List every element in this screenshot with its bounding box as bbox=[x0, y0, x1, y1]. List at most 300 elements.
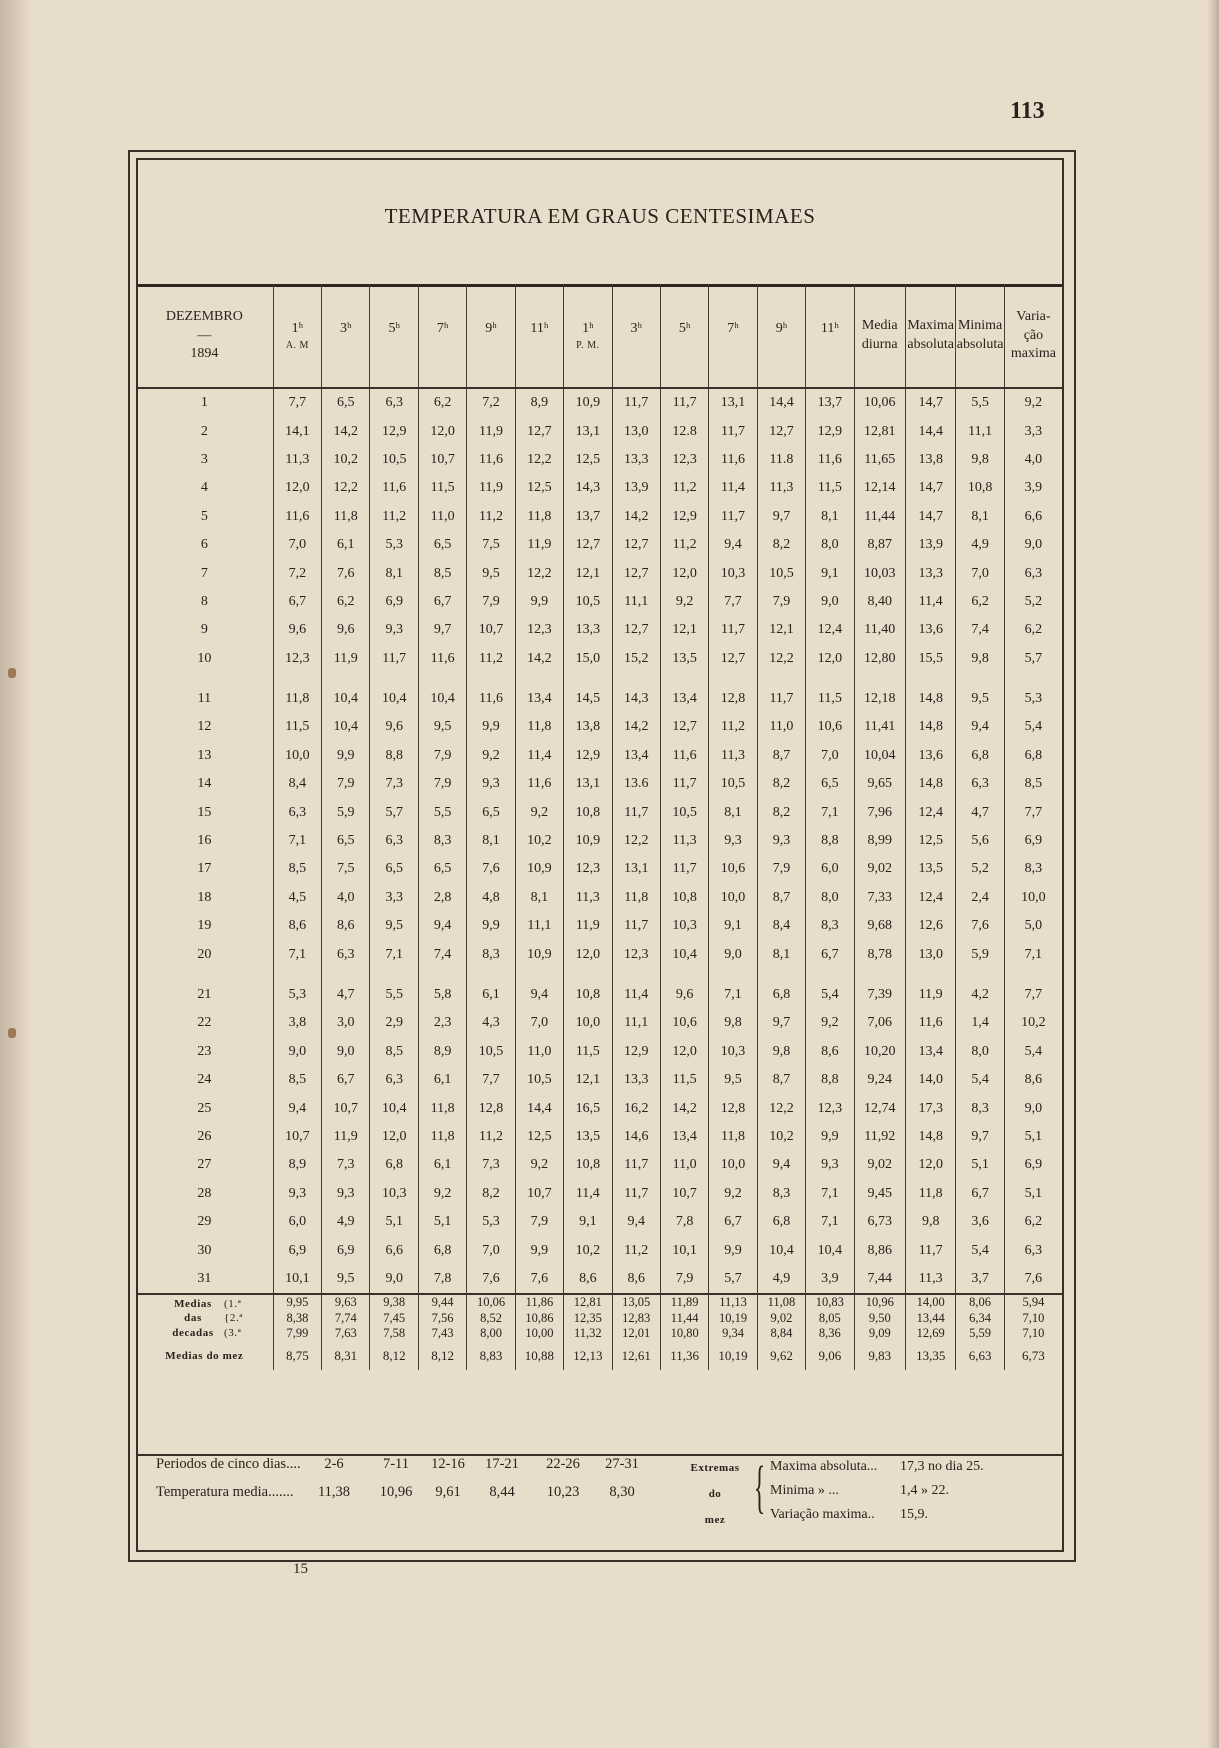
maxima-absoluta-header: Maxima absoluta bbox=[905, 285, 955, 388]
temperature-cell: 5,4 bbox=[806, 981, 854, 1009]
temperature-cell: 12,1 bbox=[564, 1066, 612, 1094]
temperature-cell: 10,9 bbox=[515, 940, 563, 968]
temperature-cell: 4,2 bbox=[956, 981, 1004, 1009]
temperature-cell: 5,1 bbox=[418, 1208, 466, 1236]
temperature-cell: 9,5 bbox=[322, 1265, 370, 1294]
temperature-cell: 5,4 bbox=[956, 1066, 1004, 1094]
temperature-cell: 7,7 bbox=[273, 388, 321, 417]
decade-gap bbox=[136, 673, 1062, 685]
gap-cell bbox=[322, 673, 370, 685]
temperature-cell: 4,8 bbox=[467, 884, 515, 912]
temperature-cell: 9,2 bbox=[467, 742, 515, 770]
temperature-cell: 13.6 bbox=[612, 770, 660, 798]
temperature-cell: 14,4 bbox=[905, 417, 955, 445]
month-mean-cell: 9,83 bbox=[854, 1342, 905, 1370]
temperature-cell: 9,8 bbox=[709, 1009, 757, 1037]
temperature-cell: 12,5 bbox=[515, 474, 563, 502]
temperature-cell: 9,6 bbox=[660, 981, 708, 1009]
temperature-cell: 7,0 bbox=[467, 1236, 515, 1264]
gap-cell bbox=[612, 969, 660, 981]
temperature-cell: 14,2 bbox=[660, 1094, 708, 1122]
temperature-cell: 7,1 bbox=[1004, 940, 1062, 968]
temperature-cell: 12,5 bbox=[515, 1123, 563, 1151]
temperature-cell: 11,6 bbox=[370, 474, 418, 502]
extremas-label: Extremas do mez bbox=[690, 1462, 740, 1526]
temperature-cell: 6,3 bbox=[370, 388, 418, 417]
decade-mean-cell: 14,00 13,44 12,69 bbox=[905, 1294, 955, 1342]
gap-cell bbox=[136, 969, 273, 981]
temperature-cell: 11,2 bbox=[467, 1123, 515, 1151]
temperature-cell: 12,4 bbox=[806, 616, 854, 644]
temperature-cell: 9,0 bbox=[273, 1038, 321, 1066]
temperature-cell: 11,41 bbox=[854, 713, 905, 741]
temperature-cell: 5,3 bbox=[273, 981, 321, 1009]
temperature-cell: 9,7 bbox=[418, 616, 466, 644]
temperature-cell: 7,9 bbox=[757, 588, 805, 616]
periodo-temp: 9,61 bbox=[435, 1484, 461, 1500]
temperature-cell: 10,8 bbox=[564, 1151, 612, 1179]
temperature-cell: 16,2 bbox=[612, 1094, 660, 1122]
day-row bbox=[136, 1038, 1062, 1066]
temperature-cell: 8,3 bbox=[1004, 855, 1062, 883]
temperature-cell: 10,3 bbox=[709, 559, 757, 587]
temperature-cell: 13,8 bbox=[905, 446, 955, 474]
gap-cell bbox=[467, 673, 515, 685]
temperature-cell: 7,6 bbox=[956, 912, 1004, 940]
temperature-cell: 10,9 bbox=[564, 827, 612, 855]
day-row bbox=[136, 713, 1062, 741]
temperature-cell: 12,8 bbox=[709, 685, 757, 713]
day-number: 20 bbox=[197, 946, 212, 962]
temperature-cell: 10,8 bbox=[660, 884, 708, 912]
periodo-temp: 10,23 bbox=[546, 1484, 580, 1500]
temperature-cell: 5,0 bbox=[1004, 912, 1062, 940]
temperature-cell: 11,4 bbox=[515, 742, 563, 770]
temperature-cell: 12,5 bbox=[564, 446, 612, 474]
month-mean-cell: 9,62 bbox=[757, 1342, 805, 1370]
temperature-cell: 2,3 bbox=[418, 1009, 466, 1037]
temperature-cell: 5,1 bbox=[1004, 1123, 1062, 1151]
temperature-cell: 13,6 bbox=[905, 742, 955, 770]
temperature-cell: 11,3 bbox=[660, 827, 708, 855]
temperature-cell: 7,9 bbox=[418, 770, 466, 798]
temperature-cell: 10,2 bbox=[757, 1123, 805, 1151]
temperature-cell: 2,8 bbox=[418, 884, 466, 912]
temperature-cell: 9,9 bbox=[467, 713, 515, 741]
temperature-cell: 6,1 bbox=[467, 981, 515, 1009]
temperature-cell: 8,7 bbox=[757, 884, 805, 912]
temperature-cell: 5,3 bbox=[370, 531, 418, 559]
temperature-cell: 10,4 bbox=[322, 685, 370, 713]
temperature-cell: 13,7 bbox=[564, 503, 612, 531]
hour-header: 1ʰ P. M. bbox=[564, 285, 612, 388]
temperature-cell: 11,8 bbox=[418, 1094, 466, 1122]
temperature-cell: 7,5 bbox=[467, 531, 515, 559]
temperature-cell: 11,7 bbox=[709, 503, 757, 531]
decade-means-label-line: das {2.ª bbox=[184, 1312, 243, 1325]
temperature-cell: 6,2 bbox=[418, 388, 466, 417]
temperature-cell: 6,5 bbox=[467, 798, 515, 826]
temperature-cell: 7,44 bbox=[854, 1265, 905, 1294]
temperature-cell: 7,39 bbox=[854, 981, 905, 1009]
month-mean-cell: 6,73 bbox=[1004, 1342, 1062, 1370]
gap-cell bbox=[956, 969, 1004, 981]
temperature-cell: 12,3 bbox=[660, 446, 708, 474]
day-row bbox=[136, 884, 1062, 912]
variacao-maxima-header: Varia- ção maxima bbox=[1004, 285, 1062, 388]
temperature-cell: 5,4 bbox=[1004, 1038, 1062, 1066]
temperature-cell: 7,6 bbox=[515, 1265, 563, 1294]
gap-cell bbox=[757, 969, 805, 981]
day-row bbox=[136, 1123, 1062, 1151]
temperature-cell: 8,3 bbox=[418, 827, 466, 855]
temperature-cell: 9,5 bbox=[418, 713, 466, 741]
day-row bbox=[136, 1180, 1062, 1208]
temperature-cell: 7,6 bbox=[322, 559, 370, 587]
temperature-cell: 6,1 bbox=[418, 1066, 466, 1094]
temperature-cell: 9,0 bbox=[806, 588, 854, 616]
temperature-cell: 13,6 bbox=[905, 616, 955, 644]
temperature-cell: 13,1 bbox=[564, 770, 612, 798]
gap-cell bbox=[854, 673, 905, 685]
temperature-cell: 12,8 bbox=[467, 1094, 515, 1122]
temperature-cell: 7,7 bbox=[1004, 981, 1062, 1009]
temperature-cell: 11,8 bbox=[322, 503, 370, 531]
decade-mean-cell: 11,13 10,19 9,34 bbox=[709, 1294, 757, 1342]
temperature-cell: 9,3 bbox=[322, 1180, 370, 1208]
temperature-cell: 9,68 bbox=[854, 912, 905, 940]
temperature-cell: 9,4 bbox=[956, 713, 1004, 741]
temperature-cell: 10,20 bbox=[854, 1038, 905, 1066]
hour-header: 11ʰ bbox=[806, 285, 854, 388]
temperature-cell: 7,9 bbox=[418, 742, 466, 770]
temperature-cell: 11,3 bbox=[905, 1265, 955, 1294]
temperature-cell: 11,2 bbox=[467, 503, 515, 531]
temperature-cell: 13,3 bbox=[612, 1066, 660, 1094]
temperature-cell: 6,5 bbox=[322, 827, 370, 855]
day-number: 6 bbox=[200, 537, 208, 553]
temperature-cell: 8,9 bbox=[418, 1038, 466, 1066]
temperature-cell: 6,9 bbox=[322, 1236, 370, 1264]
temperature-cell: 6,3 bbox=[322, 940, 370, 968]
temperature-cell: 12,8 bbox=[709, 1094, 757, 1122]
temperature-cell: 9,0 bbox=[1004, 531, 1062, 559]
temperature-cell: 10,5 bbox=[515, 1066, 563, 1094]
temperature-cell: 10,7 bbox=[273, 1123, 321, 1151]
temperature-cell: 17,3 bbox=[905, 1094, 955, 1122]
day-row bbox=[136, 742, 1062, 770]
temperature-cell: 10,7 bbox=[660, 1180, 708, 1208]
month-mean-cell: 12,13 bbox=[564, 1342, 612, 1370]
temperature-cell: 11,8 bbox=[515, 503, 563, 531]
temperature-cell: 11,0 bbox=[418, 503, 466, 531]
temperature-cell: 5,9 bbox=[322, 798, 370, 826]
temperature-cell: 12,4 bbox=[905, 798, 955, 826]
temperature-cell: 11,2 bbox=[467, 645, 515, 673]
temperature-cell: 11,3 bbox=[757, 474, 805, 502]
day-row bbox=[136, 474, 1062, 502]
temperature-cell: 6,2 bbox=[1004, 1208, 1062, 1236]
temperature-cell: 9,3 bbox=[806, 1151, 854, 1179]
gap-cell bbox=[806, 673, 854, 685]
temperature-cell: 12,0 bbox=[418, 417, 466, 445]
temperature-cell: 9,0 bbox=[709, 940, 757, 968]
header-row bbox=[136, 285, 1062, 388]
temperature-cell: 8,5 bbox=[370, 1038, 418, 1066]
temperature-cell: 6,6 bbox=[1004, 503, 1062, 531]
temperature-cell: 7,7 bbox=[467, 1066, 515, 1094]
temperature-cell: 6,8 bbox=[956, 742, 1004, 770]
decade-gap bbox=[136, 969, 1062, 981]
temperature-cell: 10,9 bbox=[564, 388, 612, 417]
decade-mean-cell: 9,38 7,45 7,58 bbox=[370, 1294, 418, 1342]
decade-mean-cell: 12,81 12,35 11,32 bbox=[564, 1294, 612, 1342]
temperature-cell: 12,0 bbox=[905, 1151, 955, 1179]
temperature-cell: 5,3 bbox=[1004, 685, 1062, 713]
decade-mean-cell: 13,05 12,83 12,01 bbox=[612, 1294, 660, 1342]
temperature-cell: 14,0 bbox=[905, 1066, 955, 1094]
temperature-cell: 9,7 bbox=[757, 1009, 805, 1037]
temperature-cell: 4,7 bbox=[956, 798, 1004, 826]
temperature-cell: 11,6 bbox=[273, 503, 321, 531]
temperature-cell: 6,9 bbox=[273, 1236, 321, 1264]
temperature-cell: 6,8 bbox=[1004, 742, 1062, 770]
day-row bbox=[136, 588, 1062, 616]
temperature-cell: 8,0 bbox=[806, 531, 854, 559]
temperature-cell: 5,2 bbox=[1004, 588, 1062, 616]
day-number: 12 bbox=[197, 719, 212, 735]
extrema-line: Maxima absoluta... 17,3 no dia 25. bbox=[770, 1459, 984, 1474]
temperature-cell: 11,9 bbox=[322, 645, 370, 673]
day-number: 21 bbox=[197, 987, 212, 1002]
gap-cell bbox=[467, 969, 515, 981]
hour-header: 7ʰ bbox=[709, 285, 757, 388]
extrema-line: Minima » ... 1,4 » 22. bbox=[770, 1483, 949, 1498]
temperature-cell: 8,9 bbox=[515, 388, 563, 417]
temperature-cell: 9,8 bbox=[956, 446, 1004, 474]
temperature-cell: 11,6 bbox=[806, 446, 854, 474]
gap-cell bbox=[564, 673, 612, 685]
temperature-cell: 11,6 bbox=[660, 742, 708, 770]
temperature-cell: 8,9 bbox=[273, 1151, 321, 1179]
temperature-cell: 5,2 bbox=[956, 855, 1004, 883]
temperature-cell: 13,4 bbox=[515, 685, 563, 713]
temperature-cell: 7,3 bbox=[370, 770, 418, 798]
temperature-cell: 11,65 bbox=[854, 446, 905, 474]
temperature-cell: 11,5 bbox=[564, 1038, 612, 1066]
temperature-cell: 8,2 bbox=[757, 531, 805, 559]
temperature-cell: 9,2 bbox=[418, 1180, 466, 1208]
temperature-cell: 11,3 bbox=[709, 742, 757, 770]
gap-cell bbox=[757, 673, 805, 685]
gap-cell bbox=[370, 673, 418, 685]
temperature-cell: 8,2 bbox=[757, 798, 805, 826]
temperature-cell: 12,9 bbox=[370, 417, 418, 445]
temperature-cell: 7,0 bbox=[273, 531, 321, 559]
temperature-cell: 7,0 bbox=[515, 1009, 563, 1037]
day-number: 9 bbox=[200, 622, 208, 638]
decade-mean-cell: 5,94 7,10 7,10 bbox=[1004, 1294, 1062, 1342]
hour-header: 9ʰ bbox=[467, 285, 515, 388]
temperature-cell: 14,7 bbox=[905, 474, 955, 502]
temperature-cell: 6,7 bbox=[322, 1066, 370, 1094]
temperature-cell: 5,1 bbox=[956, 1151, 1004, 1179]
page-number: 113 bbox=[1010, 98, 1045, 124]
temperature-cell: 10,6 bbox=[806, 713, 854, 741]
day-number: 2 bbox=[200, 423, 208, 439]
day-number: 1 bbox=[200, 395, 208, 411]
temperature-cell: 9,7 bbox=[956, 1123, 1004, 1151]
temperature-cell: 7,1 bbox=[273, 940, 321, 968]
temperature-cell: 7,8 bbox=[418, 1265, 466, 1294]
temperature-cell: 12,2 bbox=[612, 827, 660, 855]
temperature-cell: 10,7 bbox=[322, 1094, 370, 1122]
periodo-range: 22-26 bbox=[546, 1456, 580, 1472]
temperature-cell: 8,5 bbox=[273, 1066, 321, 1094]
temperature-cell: 4,9 bbox=[322, 1208, 370, 1236]
temperature-cell: 12,9 bbox=[612, 1038, 660, 1066]
temperature-cell: 12,3 bbox=[612, 940, 660, 968]
brace-glyph: { bbox=[754, 1454, 766, 1519]
temperature-cell: 8,40 bbox=[854, 588, 905, 616]
temperature-cell: 6,1 bbox=[322, 531, 370, 559]
gap-cell bbox=[273, 969, 321, 981]
day-row bbox=[136, 940, 1062, 968]
temperature-cell: 9,02 bbox=[854, 855, 905, 883]
temperature-cell: 8,6 bbox=[1004, 1066, 1062, 1094]
day-number: 18 bbox=[197, 889, 212, 905]
gap-cell bbox=[709, 673, 757, 685]
temperature-cell: 9,02 bbox=[854, 1151, 905, 1179]
temperature-cell: 13,4 bbox=[660, 685, 708, 713]
periodo-temp: 11,38 bbox=[317, 1484, 351, 1500]
temperature-cell: 10,03 bbox=[854, 559, 905, 587]
periodos-label: Periodos de cinco dias.... bbox=[156, 1456, 301, 1472]
temperature-cell: 4,7 bbox=[322, 981, 370, 1009]
temperature-cell: 11,1 bbox=[515, 912, 563, 940]
temperature-cell: 3,0 bbox=[322, 1009, 370, 1037]
temperature-cell: 6,6 bbox=[370, 1236, 418, 1264]
temperature-cell: 9,9 bbox=[322, 742, 370, 770]
temperature-cell: 8,2 bbox=[757, 770, 805, 798]
day-row bbox=[136, 645, 1062, 673]
temperature-cell: 9,3 bbox=[273, 1180, 321, 1208]
temperature-cell: 11,9 bbox=[564, 912, 612, 940]
temperature-cell: 8,8 bbox=[806, 1066, 854, 1094]
temperature-cell: 5,8 bbox=[418, 981, 466, 1009]
temperature-cell: 12,0 bbox=[660, 1038, 708, 1066]
temperature-cell: 12,0 bbox=[564, 940, 612, 968]
temperature-cell: 16,5 bbox=[564, 1094, 612, 1122]
temperature-cell: 12,7 bbox=[564, 531, 612, 559]
day-row bbox=[136, 912, 1062, 940]
temperature-cell: 13,5 bbox=[660, 645, 708, 673]
temperature-cell: 10,5 bbox=[564, 588, 612, 616]
day-row bbox=[136, 616, 1062, 644]
temperature-cell: 11,6 bbox=[467, 685, 515, 713]
temperature-cell: 1,4 bbox=[956, 1009, 1004, 1037]
page-edge-shadow-left bbox=[0, 0, 32, 1748]
temperature-cell: 7,33 bbox=[854, 884, 905, 912]
temperature-cell: 7,4 bbox=[956, 616, 1004, 644]
temperature-cell: 11,5 bbox=[660, 1066, 708, 1094]
temperature-cell: 7,4 bbox=[418, 940, 466, 968]
gap-cell bbox=[956, 673, 1004, 685]
temperature-cell: 14,8 bbox=[905, 713, 955, 741]
media-diurna-header: Media diurna bbox=[854, 285, 905, 388]
temperature-cell: 13,0 bbox=[905, 940, 955, 968]
day-row bbox=[136, 1236, 1062, 1264]
temperature-cell: 7,9 bbox=[757, 855, 805, 883]
day-row bbox=[136, 559, 1062, 587]
temperature-cell: 8,6 bbox=[322, 912, 370, 940]
temperature-cell: 14,2 bbox=[612, 503, 660, 531]
temperature-cell: 11,6 bbox=[467, 446, 515, 474]
temperature-cell: 11,9 bbox=[467, 417, 515, 445]
temperature-cell: 2,4 bbox=[956, 884, 1004, 912]
temperature-cell: 11,2 bbox=[612, 1236, 660, 1264]
temperature-cell: 10,6 bbox=[709, 855, 757, 883]
temperature-cell: 8,0 bbox=[956, 1038, 1004, 1066]
hour-header: 9ʰ bbox=[757, 285, 805, 388]
temperature-table bbox=[136, 285, 1062, 1370]
temperature-cell: 8,7 bbox=[757, 742, 805, 770]
temperature-cell: 4,0 bbox=[1004, 446, 1062, 474]
month-means-row bbox=[136, 1342, 1062, 1370]
temperature-cell: 11,5 bbox=[806, 474, 854, 502]
temperature-cell: 10,3 bbox=[370, 1180, 418, 1208]
temperature-cell: 6,7 bbox=[806, 940, 854, 968]
temperature-cell: 3,9 bbox=[1004, 474, 1062, 502]
temperature-cell: 10,8 bbox=[956, 474, 1004, 502]
temperature-cell: 7,9 bbox=[515, 1208, 563, 1236]
temperature-cell: 3,7 bbox=[956, 1265, 1004, 1294]
day-number: 27 bbox=[197, 1157, 212, 1173]
temperature-cell: 9,9 bbox=[467, 912, 515, 940]
temperature-cell: 14,4 bbox=[515, 1094, 563, 1122]
temperature-cell: 12,0 bbox=[370, 1123, 418, 1151]
temperature-cell: 11,6 bbox=[515, 770, 563, 798]
temperature-cell: 8,1 bbox=[515, 884, 563, 912]
temperature-cell: 14,6 bbox=[612, 1123, 660, 1151]
temperature-cell: 10,1 bbox=[660, 1236, 708, 1264]
periodo-temp: 10,96 bbox=[379, 1484, 413, 1500]
temperature-cell: 5,5 bbox=[370, 981, 418, 1009]
temperature-cell: 5,4 bbox=[1004, 713, 1062, 741]
temperature-cell: 11.8 bbox=[757, 446, 805, 474]
hour-header: 3ʰ bbox=[322, 285, 370, 388]
temperature-cell: 10,7 bbox=[467, 616, 515, 644]
temperature-cell: 14,7 bbox=[905, 503, 955, 531]
temperature-cell: 11,7 bbox=[757, 685, 805, 713]
temperature-cell: 8,2 bbox=[467, 1180, 515, 1208]
binding-mark bbox=[8, 1028, 16, 1038]
month-dash: — bbox=[197, 327, 212, 343]
temperature-cell: 7,1 bbox=[806, 1180, 854, 1208]
day-number: 30 bbox=[197, 1242, 212, 1258]
temperature-cell: 12,9 bbox=[660, 503, 708, 531]
temperature-cell: 8,1 bbox=[709, 798, 757, 826]
temperature-cell: 7,6 bbox=[467, 1265, 515, 1294]
footer-signature-number: 15 bbox=[293, 1561, 308, 1577]
temperature-cell: 12,1 bbox=[564, 559, 612, 587]
temperature-cell: 3,8 bbox=[273, 1009, 321, 1037]
temperature-cell: 11,8 bbox=[612, 884, 660, 912]
day-row bbox=[136, 685, 1062, 713]
temperature-cell: 12,6 bbox=[905, 912, 955, 940]
extrema-line: Variação maxima.. 15,9. bbox=[770, 1507, 928, 1522]
temperature-cell: 11,7 bbox=[660, 770, 708, 798]
